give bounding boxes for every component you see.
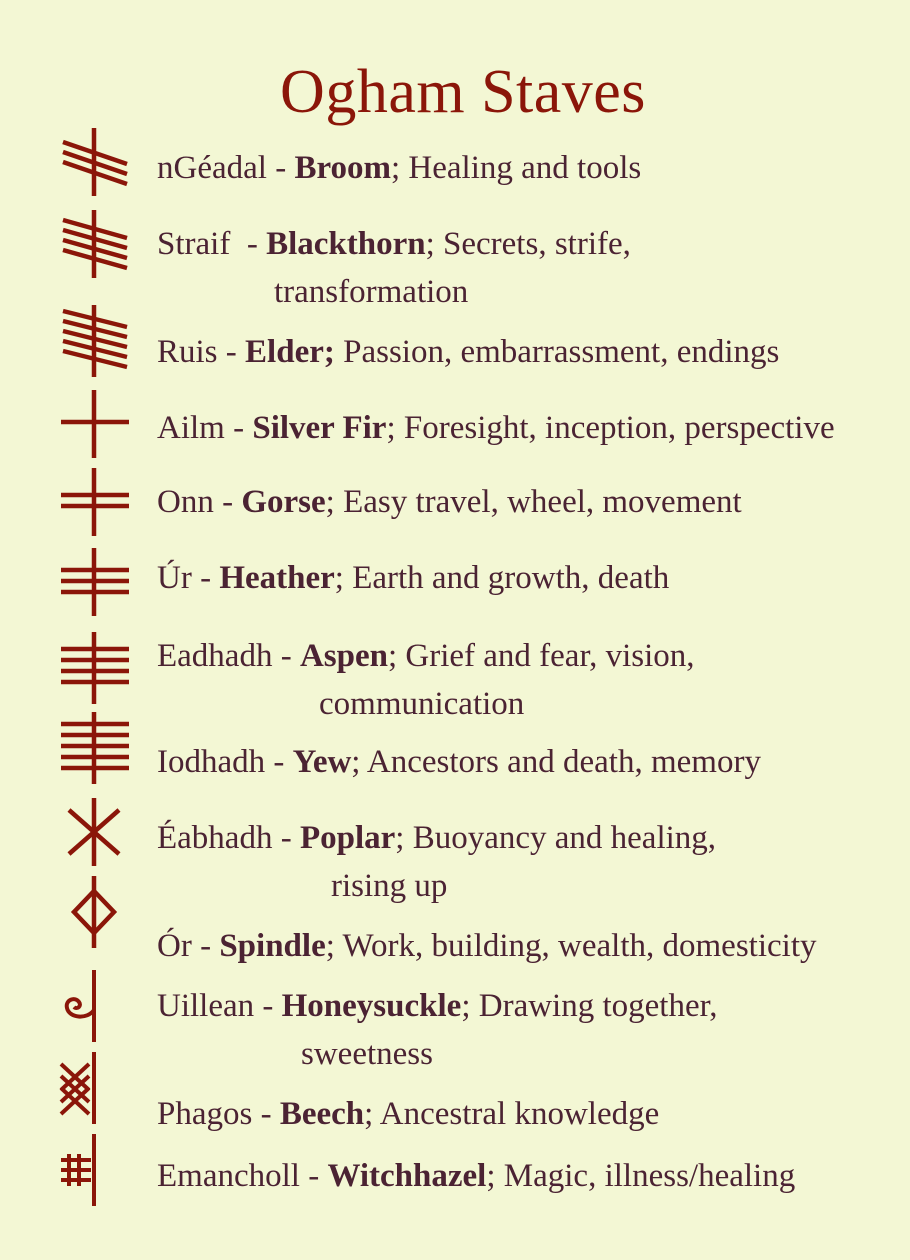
uillean-glyph-icon bbox=[55, 970, 135, 1042]
stave-name: Onn bbox=[157, 484, 214, 520]
tree-name: Blackthorn bbox=[266, 226, 426, 262]
or-glyph-icon bbox=[55, 876, 135, 948]
tree-name: Honeysuckle bbox=[281, 988, 462, 1024]
stave-name: nGéadal bbox=[157, 150, 267, 186]
stave-name: Uillean bbox=[157, 988, 255, 1024]
stave-name: Ailm bbox=[157, 410, 225, 446]
stave-name: Iodhadh bbox=[157, 744, 266, 780]
tree-name: Silver Fir bbox=[252, 410, 387, 446]
eabhadh-glyph-icon bbox=[55, 798, 135, 866]
ailm-glyph-icon bbox=[55, 390, 135, 458]
meaning-continued: sweetness bbox=[301, 1036, 433, 1072]
separator: - bbox=[252, 1096, 280, 1132]
separator: - bbox=[213, 484, 242, 520]
separator: - bbox=[299, 1158, 328, 1194]
separator: - bbox=[265, 744, 293, 780]
stave-entry-ailm bbox=[157, 404, 835, 452]
stave-entry-straif bbox=[157, 220, 631, 316]
stave-name: Straif bbox=[157, 226, 231, 262]
stave-entry-iodhadh bbox=[157, 738, 761, 786]
meaning: Passion, embarrassment, endings bbox=[334, 334, 780, 370]
stave-entry-onn bbox=[157, 478, 742, 526]
meaning: ; Secrets, strife, bbox=[425, 226, 631, 262]
stave-name: Ór bbox=[157, 928, 192, 964]
separator: - bbox=[272, 638, 300, 674]
separator: - bbox=[191, 928, 220, 964]
stave-name: Úr bbox=[157, 560, 192, 596]
separator: - bbox=[254, 988, 282, 1024]
separator: - bbox=[266, 150, 295, 186]
tree-name: Spindle bbox=[219, 928, 326, 964]
stave-entry-ngeadal bbox=[157, 144, 641, 192]
stave-name: Eadhadh bbox=[157, 638, 273, 674]
meaning-continued: transformation bbox=[274, 274, 469, 310]
meaning: ; Work, building, wealth, domesticity bbox=[325, 928, 817, 964]
tree-name: Heather bbox=[219, 560, 335, 596]
meaning: ; Easy travel, wheel, movement bbox=[325, 484, 742, 520]
eadhadh-glyph-icon bbox=[55, 632, 135, 704]
separator: - bbox=[217, 334, 246, 370]
stave-entry-eadhadh bbox=[157, 632, 695, 728]
meaning-continued: communication bbox=[319, 686, 525, 722]
tree-name: Aspen bbox=[299, 638, 388, 674]
stave-entry-eabhadh bbox=[157, 814, 716, 910]
iodhadh-glyph-icon bbox=[55, 712, 135, 784]
stave-entry-phagos bbox=[157, 1090, 659, 1138]
straif-glyph-icon bbox=[55, 210, 135, 278]
meaning: ; Ancestors and death, memory bbox=[351, 744, 761, 780]
meaning: ; Earth and growth, death bbox=[334, 560, 670, 596]
stave-name: Éabhadh bbox=[157, 820, 273, 856]
onn-glyph-icon bbox=[55, 468, 135, 536]
separator: - bbox=[224, 410, 253, 446]
stave-entry-or bbox=[157, 922, 817, 970]
separator: - bbox=[191, 560, 220, 596]
stave-name: Phagos bbox=[157, 1096, 253, 1132]
meaning: ; Drawing together, bbox=[461, 988, 718, 1024]
tree-name: Poplar bbox=[299, 820, 396, 856]
tree-name: Beech bbox=[279, 1096, 365, 1132]
ngeadal-glyph-icon bbox=[55, 128, 135, 196]
page-title: Ogham Staves bbox=[280, 58, 646, 126]
stave-name: Emancholl bbox=[157, 1158, 300, 1194]
emancholl-glyph-icon bbox=[55, 1134, 135, 1206]
tree-name: Broom bbox=[294, 150, 392, 186]
meaning: ; Foresight, inception, perspective bbox=[386, 410, 835, 446]
separator: - bbox=[272, 820, 300, 856]
meaning: ; Ancestral knowledge bbox=[364, 1096, 660, 1132]
tree-name: Yew bbox=[292, 744, 352, 780]
meaning: ; Buoyancy and healing, bbox=[395, 820, 717, 856]
separator: - bbox=[230, 226, 267, 262]
stave-name: Ruis bbox=[157, 334, 218, 370]
tree-name: Witchhazel bbox=[327, 1158, 487, 1194]
phagos-glyph-icon bbox=[55, 1052, 135, 1124]
meaning: ; Grief and fear, vision, bbox=[387, 638, 695, 674]
meaning: ; Magic, illness/healing bbox=[486, 1158, 796, 1194]
stave-entry-ur bbox=[157, 554, 669, 602]
stave-entry-emancholl bbox=[157, 1152, 795, 1200]
tree-name: Elder; bbox=[245, 334, 335, 370]
meaning-continued: rising up bbox=[331, 868, 448, 904]
ur-glyph-icon bbox=[55, 548, 135, 616]
stave-entry-ruis bbox=[157, 328, 779, 376]
ruis-glyph-icon bbox=[55, 305, 135, 377]
meaning: ; Healing and tools bbox=[391, 150, 642, 186]
tree-name: Gorse bbox=[241, 484, 326, 520]
stave-entry-uillean bbox=[157, 982, 718, 1078]
